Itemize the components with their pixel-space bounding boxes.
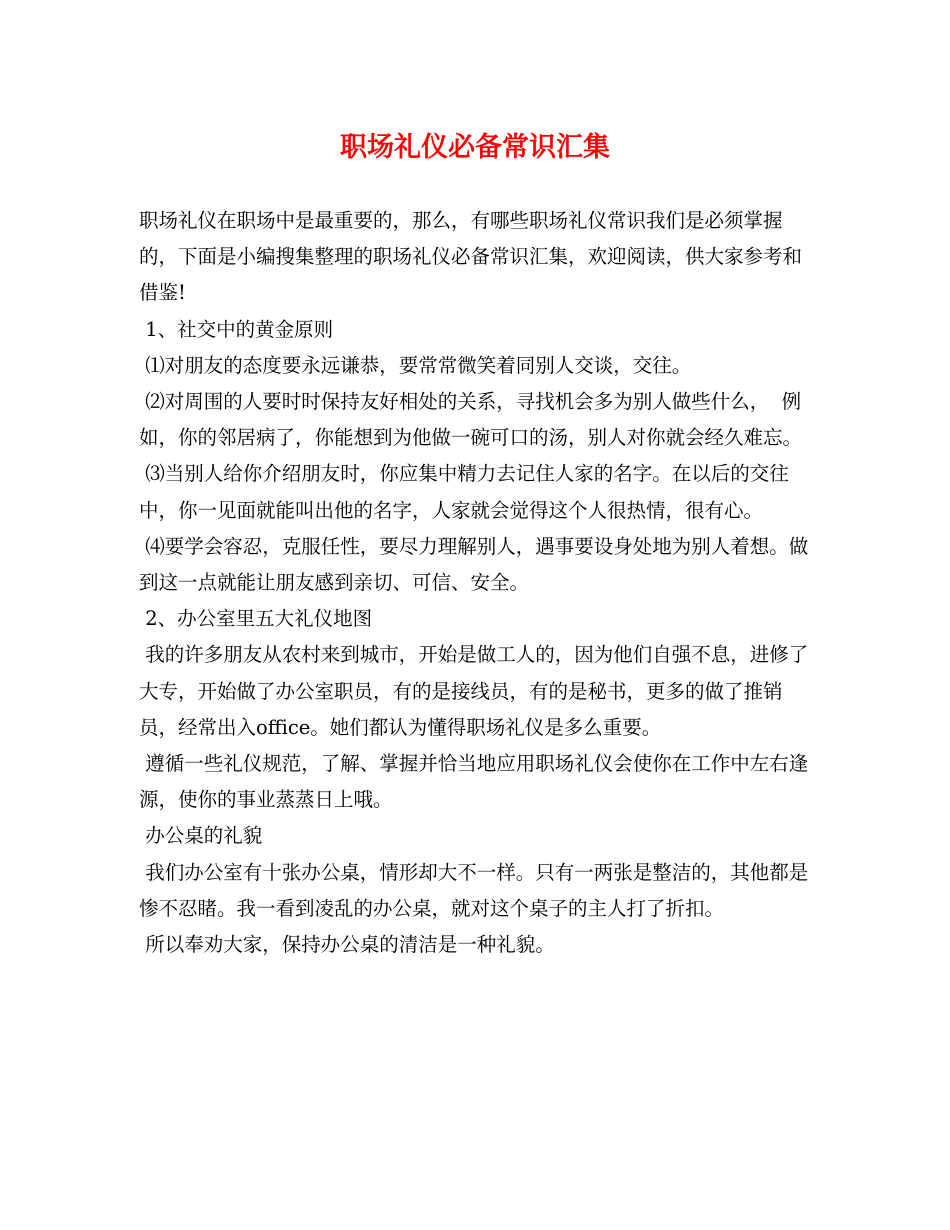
document-title: 职场礼仪必备常识汇集	[340, 132, 610, 163]
paragraph-office-2: 遵循一些礼仪规范，了解、掌握并恰当地应用职场礼仪会使你在工作中左右逢源，使你的事业蒸蒸日上哦。	[139, 752, 809, 812]
paragraph-rule-2: ⑵对周围的人要时时保持友好相处的关系，寻找机会多为别人做些什么， 例如，你的邻居病了，你能想到为他做一碗可口的汤，别人对你就会经久难忘。	[139, 390, 803, 450]
paragraph-desk-2: 所以奉劝大家，保持办公桌的清洁是一种礼貌。	[139, 933, 555, 957]
section-heading-1: 1、社交中的黄金原则	[139, 317, 334, 341]
paragraph-rule-3: ⑶当别人给你介绍朋友时，你应集中精力去记住人家的名字。在以后的交往中，你一见面就能叫出他的名字，人家就会觉得这个人很热情，很有心。	[139, 462, 789, 522]
paragraph-rule-1: ⑴对朋友的态度要永远谦恭，要常常微笑着同别人交谈，交往。	[139, 353, 692, 377]
subheading-desk-etiquette: 办公桌的礼貌	[139, 824, 263, 848]
paragraph-desk-1: 我们办公室有十张办公桌，情形却大不一样。只有一两张是整洁的，其他都是惨不忍睹。我一看到凌乱的办公桌，就对这个桌子的主人打了折扣。	[139, 860, 809, 920]
paragraph-office-1: 我的许多朋友从农村来到城市，开始是做工人的，因为他们自强不息，进修了大专，开始做了办公室职员，有的是接线员，有的是秘书，更多的做了推销员，经常出入office。她们都认为懂得职场礼仪是多么重要。	[139, 643, 809, 739]
section-heading-2: 2、办公室里五大礼仪地图	[139, 607, 373, 631]
paragraph-rule-4: ⑷要学会容忍，克服任性，要尽力理解别人，遇事要设身处地为别人着想。做到这一点就能让朋友感到亲切、可信、安全。	[139, 534, 809, 595]
intro-paragraph: 职场礼仪在职场中是最重要的，那么，有哪些职场礼仪常识我们是必须掌握的，下面是小编搜集整理的职场礼仪必备常识汇集，欢迎阅读，供大家参考和借鉴!	[139, 209, 803, 305]
document-body	[139, 203, 819, 963]
